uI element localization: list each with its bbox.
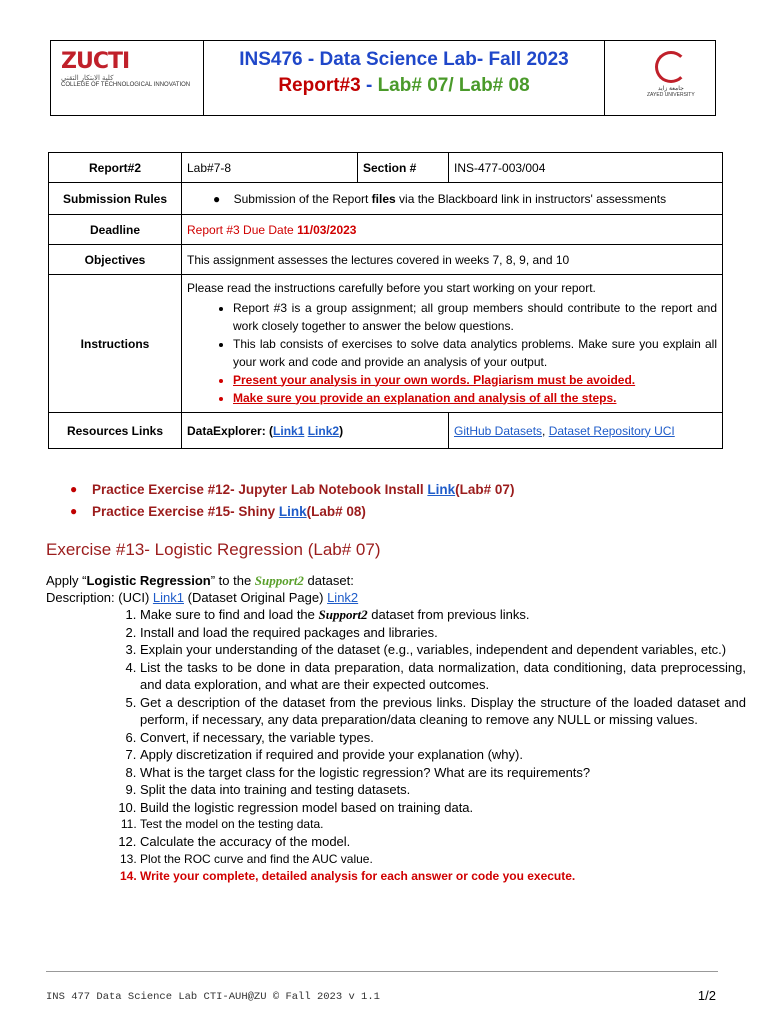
- table-row: [49, 215, 723, 245]
- zu-english: ZAYED UNIVERSITY: [647, 92, 695, 98]
- footer-text: INS 477 Data Science Lab CTI-AUH@ZU © Fall 2023 v 1.1: [46, 991, 380, 1003]
- instructions-list: [187, 299, 717, 407]
- practice-lab: (Lab# 08): [306, 503, 366, 519]
- cti-logo-cell: [51, 41, 204, 115]
- exercise-intro: [46, 572, 358, 606]
- dataset-links-cell: [449, 413, 723, 449]
- list-item: • Make sure you provide an explanation and analysis of all the steps.: [233, 389, 717, 407]
- practice-exercises: [70, 478, 514, 522]
- report-label: Report#2: [49, 153, 182, 183]
- github-datasets-link[interactable]: GitHub Datasets: [454, 423, 543, 438]
- table-row: [49, 413, 723, 449]
- footer-divider: [46, 971, 718, 972]
- deadline-date: 11/03/2023: [297, 222, 357, 237]
- deadline-label: Deadline: [49, 215, 182, 245]
- list-item: 9. Split the data into training and testing datasets.: [140, 781, 746, 799]
- jupyter-install-link[interactable]: Link: [427, 481, 456, 497]
- submission-text-end: via the Blackboard link in instructors' assessments: [395, 191, 667, 206]
- list-item: 6. Convert, if necessary, the variable types.: [140, 729, 746, 747]
- submission-rules: ● Submission of the Report files via the Blackboard link in instructors' assessments: [182, 183, 723, 215]
- dataexplorer-cell: [182, 413, 449, 449]
- zu-emblem-icon: [655, 51, 687, 83]
- list-item: [70, 478, 514, 500]
- list-item: 4. List the tasks to be done in data preparation, data normalization, data conditioning, data preprocessing, and data exploration, and what are their expected outcomes.: [140, 659, 746, 694]
- logo-brand: ZUCTI: [61, 49, 130, 74]
- step-text-end: dataset from previous links.: [367, 607, 530, 622]
- step-text: Make sure to find and load the: [140, 607, 319, 622]
- dataexplorer-label: DataExplorer: (: [187, 423, 274, 438]
- practice-text: Practice Exercise #15- Shiny: [92, 503, 276, 519]
- bullet-icon: ●: [70, 482, 78, 496]
- exercise-steps: [112, 606, 746, 885]
- list-item: [140, 606, 746, 624]
- document-header: [50, 40, 716, 116]
- section-value: INS-477-003/004: [449, 153, 723, 183]
- list-item: • This lab consists of exercises to solve data analytics problems. Make sure you explain all your work and code and provide an analysis of your output.: [233, 335, 717, 371]
- list-item: 14. Write your complete, detailed analysis for each answer or code you execute.: [140, 868, 746, 886]
- report-info-table: [48, 152, 723, 449]
- lab-value: Lab#7-8: [182, 153, 358, 183]
- list-item: 2. Install and load the required packages and libraries.: [140, 624, 746, 642]
- list-item: [70, 500, 514, 522]
- page-number: 1/2: [697, 988, 716, 1003]
- close-paren: ): [339, 423, 344, 438]
- deadline-value: [182, 215, 723, 245]
- apply-text-end: dataset:: [303, 573, 354, 588]
- zucti-logo: [61, 49, 190, 88]
- zayed-university-logo: [647, 51, 695, 98]
- header-title-cell: [204, 41, 605, 115]
- apply-line: [46, 572, 358, 589]
- list-item: 11. Test the model on the testing data.: [140, 816, 746, 833]
- bullet-icon: ●: [70, 504, 78, 518]
- instructions-label: Instructions: [49, 275, 182, 413]
- lab-numbers: Lab# 07/ Lab# 08: [377, 75, 530, 96]
- practice-lab: (Lab# 07): [455, 481, 515, 497]
- description-label: Description: (UCI): [46, 590, 153, 605]
- table-row: [49, 153, 723, 183]
- list-item: • Report #3 is a group assignment; all group members should contribute to the report and work closely together to answer the below questions.: [233, 299, 717, 335]
- links-comma: ,: [542, 423, 549, 438]
- step-dataset: Support2: [318, 607, 368, 622]
- uci-repository-link[interactable]: Dataset Repository UCI: [548, 423, 675, 438]
- submission-bold: files: [371, 191, 396, 206]
- report-number: Report#3: [278, 75, 361, 96]
- shiny-link[interactable]: Link: [278, 503, 307, 519]
- subtitle-dash: -: [360, 75, 378, 96]
- list-item: 13. Plot the ROC curve and find the AUC value.: [140, 851, 746, 868]
- instructions-body: [182, 275, 723, 413]
- submission-label: Submission Rules: [49, 183, 182, 215]
- submission-text: Submission of the Report: [233, 191, 372, 206]
- description-line: [46, 589, 358, 606]
- list-item: 5. Get a description of the dataset from the previous links. Display the structure of the loaded dataset and perform, if necessary, any data preparation/data cleaning to remove any NULL or missing values.: [140, 694, 746, 729]
- deadline-text: Report #3 Due Date: [187, 222, 298, 237]
- section-label: Section #: [358, 153, 449, 183]
- exercise-title: Exercise #13- Logistic Regression (Lab# 07): [46, 540, 381, 559]
- dataexplorer-link1[interactable]: Link1: [273, 423, 305, 438]
- list-item: 8. What is the target class for the logistic regression? What are its requirements?: [140, 764, 746, 782]
- practice-text: Practice Exercise #12- Jupyter Lab Notebook Install: [92, 481, 424, 497]
- logo-english: COLLEGE OF TECHNOLOGICAL INNOVATION: [61, 82, 191, 88]
- table-row: [49, 245, 723, 275]
- description-mid: (Dataset Original Page): [184, 590, 328, 605]
- course-title: INS476 - Data Science Lab- Fall 2023: [239, 49, 569, 70]
- table-row: [49, 275, 723, 413]
- apply-text-mid: ” to the: [210, 573, 255, 588]
- table-row: [49, 183, 723, 215]
- resources-label: Resources Links: [49, 413, 182, 449]
- report-subtitle: [204, 75, 604, 97]
- dataexplorer-link2[interactable]: Link2: [307, 423, 340, 438]
- list-item: • Present your analysis in your own words. Plagiarism must be avoided.: [233, 371, 717, 389]
- logo-arabic: كلية الابتكار التقني: [61, 75, 114, 82]
- list-item: 3. Explain your understanding of the dataset (e.g., variables, independent and dependent variables, etc.): [140, 641, 746, 659]
- list-item: 12. Calculate the accuracy of the model.: [140, 833, 746, 851]
- uci-link1[interactable]: Link1: [152, 590, 184, 605]
- list-item: 10. Build the logistic regression model based on training data.: [140, 799, 746, 817]
- list-item: 7. Apply discretization if required and provide your explanation (why).: [140, 746, 746, 764]
- zu-logo-cell: [605, 41, 715, 115]
- zu-arabic: جامعة زايد: [657, 86, 684, 92]
- apply-method: Logistic Regression: [86, 573, 211, 588]
- apply-dataset: Support2: [254, 573, 304, 588]
- original-page-link2[interactable]: Link2: [327, 590, 359, 605]
- instructions-intro: Please read the instructions carefully before you start working on your report.: [187, 280, 596, 295]
- apply-text: Apply “: [46, 573, 87, 588]
- objectives-text: This assignment assesses the lectures covered in weeks 7, 8, 9, and 10: [182, 245, 723, 275]
- objectives-label: Objectives: [49, 245, 182, 275]
